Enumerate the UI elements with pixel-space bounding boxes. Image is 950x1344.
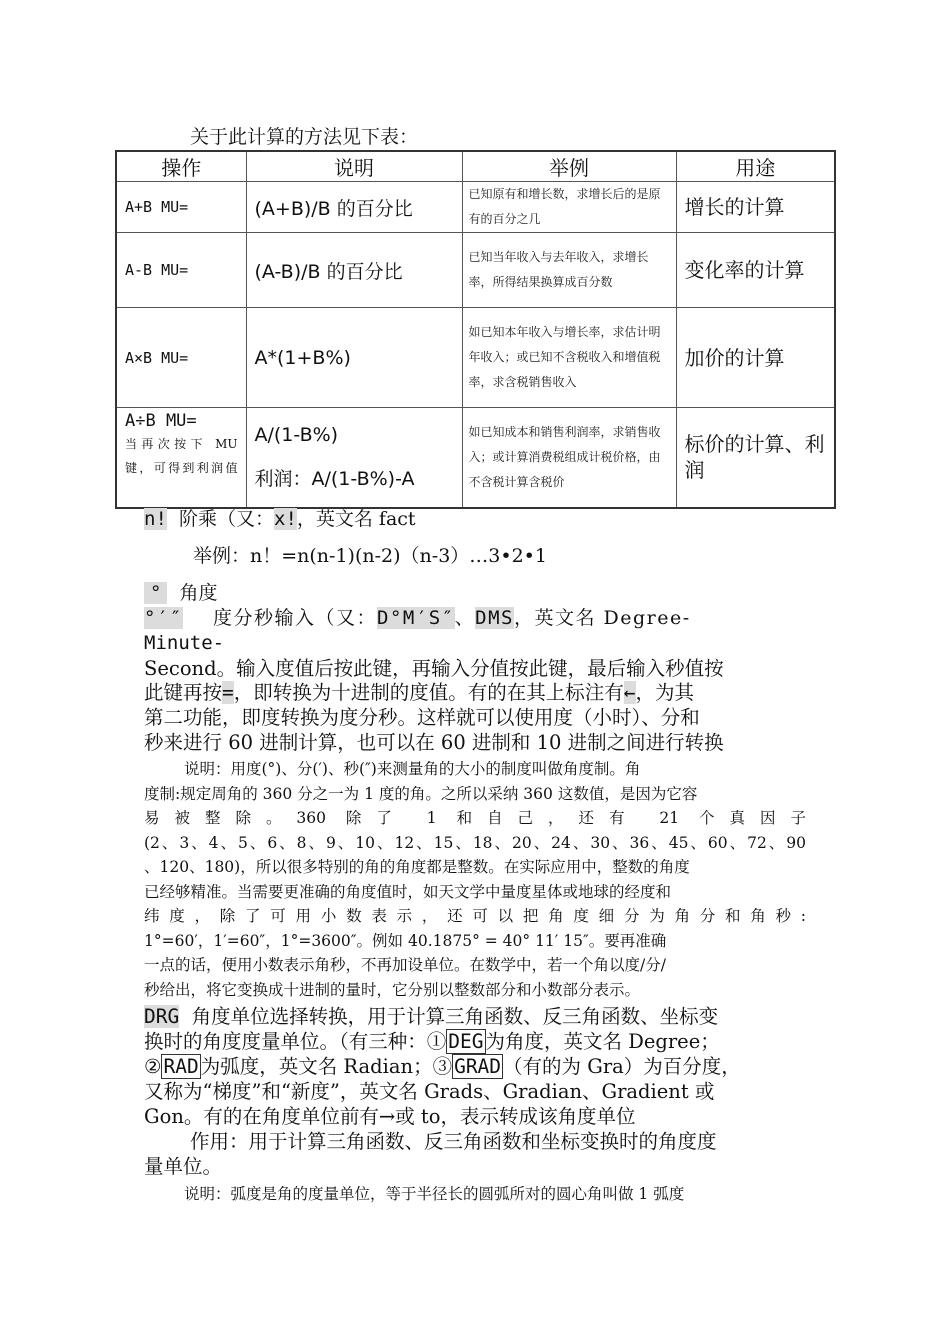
dms-line-3: Second。输入度值后按此键，再输入分值按此键，最后输入秒值按 xyxy=(144,657,724,680)
drg-text: 为弧度，英文名 Radian；③ xyxy=(200,1055,453,1078)
cell-description: A*(1+B%) xyxy=(246,308,462,408)
header-example: 举例 xyxy=(462,151,676,182)
cell-description: (A+B)/B 的百分比 xyxy=(246,182,462,233)
cell-usage: 变化率的计算 xyxy=(676,233,835,308)
dms-line-5: 第二功能，即度转换为度分秒。这样就可以使用度（小时）、分和 xyxy=(144,706,700,729)
drg-text: （有的为 Gra）为百分度， xyxy=(503,1055,741,1078)
table-row xyxy=(116,182,835,233)
equals-key: = xyxy=(222,681,234,704)
angle-system-note xyxy=(144,757,806,1002)
dms-line-6: 秒来进行 60 进制计算，也可以在 60 进制和 10 进制之间进行转换 xyxy=(144,731,724,754)
note-line: 1°=60′，1′=60″，1°=3600″。例如 40.1875° = 40° 11′ 15″。要再准确 xyxy=(144,931,667,950)
dms-key: °′″ xyxy=(144,607,183,629)
factorial-text: 阶乘（又： xyxy=(178,508,274,530)
dms-text-b: ，即转换为十进制的度值。有的在其上标注有 xyxy=(233,681,624,704)
drg-line-5: Gon。有的在角度单位前有→或 to，表示转成该角度单位 xyxy=(144,1105,636,1128)
radian-note: 说明：弧度是角的度量单位，等于半径长的圆弧所对的圆心角叫做 1 弧度 xyxy=(184,1185,685,1203)
degree-label: 角度 xyxy=(179,582,218,604)
cell-usage: 加价的计算 xyxy=(676,308,835,408)
drg-key: DRG xyxy=(144,1005,180,1028)
mu-method-table xyxy=(115,150,836,509)
table-intro: 关于此计算的方法见下表： xyxy=(190,126,419,148)
drg-text: 换时的角度度量单位。（有三种：① xyxy=(144,1030,447,1053)
dms-english: ，英文名 Degree- xyxy=(514,607,691,629)
header-operation: 操作 xyxy=(116,151,246,182)
table-row xyxy=(116,233,835,308)
degree-key: ° xyxy=(144,582,167,604)
table-row xyxy=(116,408,835,508)
note-line: 易被整除。360 除了 1 和自己，还有 21 个真因子 xyxy=(144,809,806,827)
dms-text-c: ，为其 xyxy=(635,681,695,704)
cell-example: 如已知本年收入与增长率，求估计明年收入；或已知不含税收入和增值税率，求含税销售收入 xyxy=(462,308,676,408)
drg-text: 角度单位选择转换，用于计算三角函数、反三角函数、坐标变 xyxy=(191,1005,719,1028)
degree-line xyxy=(144,581,218,606)
rad-key: RAD xyxy=(163,1055,199,1078)
note-line: 度制:规定周角的 360 分之一为 1 度的角。之所以采纳 360 这数值，是因为它容 xyxy=(144,784,698,803)
drg-text: ② xyxy=(144,1055,162,1078)
operation-key: A÷B MU= xyxy=(125,411,197,431)
deg-key: DEG xyxy=(448,1030,484,1053)
dms-alt-key-2: DMS xyxy=(475,607,514,629)
cell-usage: 增长的计算 xyxy=(676,182,835,233)
drg-usage-2: 量单位。 xyxy=(144,1155,223,1178)
cell-operation: A+B MU= xyxy=(116,182,246,233)
cell-operation: A-B MU= xyxy=(116,233,246,308)
grad-key: GRAD xyxy=(454,1055,502,1078)
dms-separator: 、 xyxy=(454,607,476,629)
drg-line-3 xyxy=(144,1054,741,1079)
note-line: 、120、180)，所以很多特别的角的角度都是整数。在实际应用中，整数的角度 xyxy=(144,858,690,876)
dms-line-4 xyxy=(144,680,694,705)
cell-description: (A-B)/B 的百分比 xyxy=(246,233,462,308)
cell-example: 如已知成本和销售利润率，求销售收入；或计算消费税组成计税价格，由不含税计算含税价 xyxy=(462,408,676,508)
note-line: 已经够精准。当需要更准确的角度值时，如天文学中量度星体或地球的经度和 xyxy=(144,882,672,901)
drg-line-2 xyxy=(144,1029,720,1054)
header-description: 说明 xyxy=(246,151,462,182)
note-line: 纬度，除了可用小数表示，还可以把角度细分为角分和角秒: xyxy=(144,907,806,925)
factorial-key: n! xyxy=(144,508,167,530)
dms-text: 度分秒输入（又： xyxy=(213,607,378,629)
note-line: (2、3、4、5、6、8、9、10、12、15、18、20、24、30、36、45、60、72、90 xyxy=(144,833,806,852)
note-line: 秒给出，将它变换成十进制的量时，它分别以整数部分和小数部分表示。 xyxy=(144,980,641,999)
cell-example: 已知原有和增长数，求增长后的是原有的百分之几 xyxy=(462,182,676,233)
operation-note: 当再次按下 MU 键，可得到利润值 xyxy=(125,437,238,475)
cell-operation: A×B MU= xyxy=(116,308,246,408)
factorial-alt-key: x! xyxy=(274,508,297,530)
arrow-left-icon: ← xyxy=(623,681,636,704)
note-line: 一点的话，便用小数表示角秒，不再加设单位。在数学中，若一个角以度/分/ xyxy=(144,956,666,974)
dms-text-a: 此键再按 xyxy=(144,681,223,704)
note-line: 说明：用度(°)、分(′)、秒(″)来测量角的大小的制度叫做角度制。角 xyxy=(184,760,641,778)
drg-usage-1: 作用：用于计算三角函数、反三角函数和坐标变换时的角度度 xyxy=(190,1130,717,1153)
cell-operation xyxy=(116,408,246,508)
header-usage: 用途 xyxy=(676,151,835,182)
factorial-line xyxy=(144,507,416,532)
drg-line-4: 又称为“梯度”和“新度”，英文名 Grads、Gradian、Gradient 或 xyxy=(144,1080,715,1103)
table-row xyxy=(116,308,835,408)
description-formula: A/(1-B%) xyxy=(254,423,339,446)
dms-line-2: Minute- xyxy=(144,632,225,654)
drg-line-1 xyxy=(144,1004,718,1029)
dms-line xyxy=(144,606,691,631)
factorial-example: 举例：n！=n(n-1)(n-2)（n-3）…3•2•1 xyxy=(193,545,547,567)
cell-usage: 标价的计算、利润 xyxy=(676,408,835,508)
cell-example: 已知当年收入与去年收入，求增长率，所得结果换算成百分数 xyxy=(462,233,676,308)
description-gap xyxy=(255,446,454,464)
dms-alt-key: D°M′S″ xyxy=(377,607,455,629)
cell-description xyxy=(246,408,462,508)
description-profit: 利润：A/(1-B%)-A xyxy=(254,467,415,490)
factorial-english: ，英文名 fact xyxy=(296,508,416,530)
drg-text: 为角度，英文名 Degree； xyxy=(485,1030,720,1053)
table-header-row xyxy=(116,151,835,182)
